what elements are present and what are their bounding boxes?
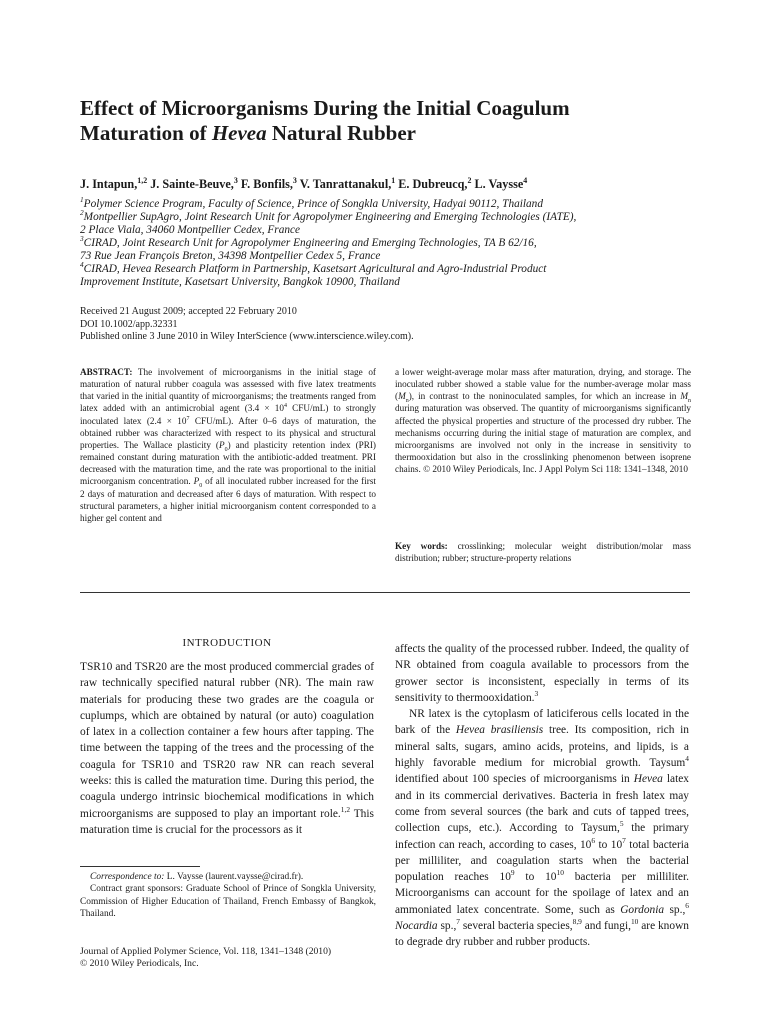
body-text: tree. Its composition, rich in mineral salts, sugars, amino acids, proteins, and lipids, is a highly favorable medium for microbial growth. Taysum [395, 724, 690, 770]
affiliations [80, 195, 720, 289]
body-text: NR latex is the cytoplasm of laticiferous cells located in the bark of the [395, 708, 689, 737]
doi: DOI 10.1002/app.32331 [80, 318, 178, 330]
body-text: sp., [437, 920, 457, 933]
affil-text: 73 Rue Jean François Breton, 34398 Montpellier Cedex 5, France [80, 250, 381, 262]
affiliation-line [80, 224, 720, 237]
body-text: latex and in its commercial derivatives. Bacteria in fresh latex may come from several sources (the bark and cuts of tapped trees, collection cups, etc.). According to Taysum, [395, 773, 690, 835]
author-list [80, 177, 720, 192]
affil-text: Improvement Institute, Kasetsart University, Bangkok 10900, Thailand [80, 276, 400, 288]
body-text: This maturation time is crucial for the processors as it [80, 807, 374, 836]
received-date: Received 21 August 2009; accepted 22 February 2010 [80, 306, 297, 317]
abstract-sup: 7 [186, 415, 190, 422]
species-name: Nocardia [395, 920, 438, 933]
abstract-right [395, 366, 691, 475]
abstract-text: a lower weight-average molar mass after maturation, drying, and storage. The inoculated rubber showed a stable value for the number-average molar mass ( [395, 367, 691, 402]
species-name: Hevea [633, 773, 663, 786]
body-text: are known to degrade dry rubber and rubber products. [395, 920, 689, 949]
title-line1: Effect of Microorganisms During the Initial Coagulum [80, 96, 570, 120]
affil-num: 2 [80, 208, 84, 218]
body-text: total bacteria per milliliter, and coagulation starts when the bacterial population reaches 10 [395, 838, 689, 884]
body-text: the primary infection can reach, according to cases, 10 [395, 822, 689, 851]
title-line2b: Natural Rubber [266, 121, 416, 145]
affil-num: 1 [80, 195, 84, 205]
abstract-symbol: P [193, 476, 200, 487]
body-text: TSR10 and TSR20 are the most produced commercial grades of raw technically specified natural rubber (NR). The main raw materials for producing these two grades are the coagula or cuplumps, which are obtained by natural (or auto) coagulation of latex in a collection container a few hours after tapping. The time between the tapping of the trees and the processing of the coagula for TSR10 and TSR20 raw NR can reach several weeks: this is called the maturation time. During this period, the coagula undergo intrinsic biochemical modifications in which microorganisms are supposed to play an important role. [80, 661, 374, 820]
correspondence [80, 871, 376, 883]
footnote-divider [80, 866, 200, 867]
abstract-text: ) and plasticity retention index (PRI) remained constant during maturation with the antibiotic-added treatment. PRI decreased with the maturation time, and the rate was proportional to the initial microorganism concentration. [80, 439, 376, 487]
citation: 4 [685, 754, 689, 764]
abstract-sub: 0 [224, 446, 228, 453]
abstract-text: of all inoculated rubber increased for the first 2 days of maturation and decreased after 6 days of maturation. With respect to structural parameters, a higher initial microorganism content corresponded to a higher gel content and [80, 476, 376, 523]
journal-copyright: © 2010 Wiley Periodicals, Inc. [80, 958, 199, 970]
affiliation-line [80, 195, 720, 211]
abstract-sup: 4 [283, 403, 287, 410]
abstract-text: CFU/mL). After 0–6 days of maturation, the obtained rubber was characterized with respect to its physical and structural properties. The Wallace plasticity ( [80, 415, 376, 450]
correspondence-email: L. Vaysse (laurent.vaysse@cirad.fr). [164, 872, 304, 882]
intro-paragraph [395, 706, 689, 950]
abstract-sub: n [405, 398, 409, 405]
citation: 6 [685, 900, 689, 910]
affil-text: Polymer Science Program, Faculty of Science, Prince of Songkla University, Hadyai 90112, Thailand [83, 198, 543, 210]
abstract-symbol: M [398, 391, 406, 402]
exponent: 9 [510, 868, 515, 878]
affil-text: CIRAD, Hevea Research Platform in Partnership, Kasetsart Agricultural and Agro-Industrial Product [83, 263, 547, 275]
citation: 8,9 [572, 917, 582, 927]
abstract-text: during maturation was observed. The quantity of microorganisms significantly affected the physical properties and structure of the processed dry rubber. The mechanisms occurring during the initial stage of maturation are complex, and microorganisms are involved not only in the increase in sensitivity to thermooxidation but also in the crosslinking phenomenon between isoprene chains. [395, 403, 691, 475]
affiliation-line [80, 208, 720, 224]
author-5: E. Dubreucq, [398, 177, 468, 191]
author-3-affil: 3 [292, 175, 297, 185]
abstract-text: CFU/mL) to strongly inoculated latex (2.4 × 10 [80, 403, 376, 426]
exponent: 7 [622, 835, 626, 845]
publication-dates [80, 306, 720, 344]
abstract-left [80, 366, 376, 524]
body-text: and fungi, [581, 920, 631, 933]
author-6: L. Vaysse [474, 177, 524, 191]
intro-column-left [80, 659, 374, 838]
title-line2-italic: Hevea [211, 121, 267, 145]
body-text: bacteria per milliliter. Microorganisms can account for the spoilage of latex and an ammoniated latex concentrate. Some, such as [395, 871, 689, 916]
author-1: J. Intapun, [80, 177, 138, 191]
affil-text: CIRAD, Joint Research Unit for Agropolymer Engineering and Emerging Technologies, TA B 62/16, [83, 237, 537, 249]
author-1-affil: 1,2 [137, 175, 148, 185]
abstract-label: ABSTRACT: [80, 367, 133, 377]
keywords [395, 540, 691, 564]
affiliation-line [80, 260, 720, 276]
body-text: sp., [664, 903, 686, 916]
species-name: Gordonia [620, 903, 665, 916]
citation: 10 [630, 917, 639, 927]
abstract-symbol: P [219, 439, 225, 450]
exponent: 10 [556, 868, 564, 878]
body-text: to 10 [595, 838, 623, 851]
affil-text: 2 Place Viala, 34060 Montpellier Cedex, France [80, 224, 301, 236]
body-text: several bacteria species, [460, 920, 573, 933]
citation: 5 [619, 819, 624, 829]
abstract-text: ), in contrast to the noninoculated samples, for which an increase in [408, 391, 681, 402]
citation: 1,2 [340, 804, 351, 814]
abstract-sub: 0 [199, 483, 203, 490]
affil-num: 4 [80, 260, 84, 270]
journal-citation [80, 946, 380, 971]
author-6-affil: 4 [523, 175, 528, 185]
citation: 7 [456, 917, 460, 927]
intro-column-right [395, 641, 689, 951]
affiliation-line [80, 234, 720, 250]
grant-sponsors: Contract grant sponsors: Graduate School of Prince of Songkla University, Commission of Higher Education of Thailand, French Embassy of Bangkok, Thailand. [80, 884, 376, 920]
abstract-sub: n [688, 398, 691, 405]
abstract-text: The involvement of microorganisms in the initial stage of maturation of natural rubber coagula was assessed with five latex treatments that varied in the initial quantity of microorganisms; the treatments ranged from latex added with an antimicrobial agent (3.4 × 10 [80, 367, 376, 414]
abstract-symbol: M [680, 391, 689, 402]
author-2: J. Sainte-Beuve, [150, 177, 234, 191]
correspondence-label: Correspondence to: [90, 872, 165, 882]
author-2-affil: 3 [233, 175, 238, 185]
intro-paragraph [395, 641, 689, 706]
body-text: to 10 [514, 871, 557, 884]
species-name: Hevea brasiliensis [455, 724, 544, 737]
title-line2a: Maturation of [80, 121, 212, 145]
author-3: F. Bonfils, [240, 177, 293, 191]
affiliation-line [80, 276, 720, 289]
paper-title [80, 96, 700, 146]
section-divider [80, 592, 690, 593]
author-4-affil: 1 [391, 175, 396, 185]
published-online: Published online 3 June 2010 in Wiley InterScience (www.interscience.wiley.com). [80, 331, 414, 342]
section-heading-introduction: INTRODUCTION [182, 637, 272, 649]
journal-name: Journal of Applied Polymer Science, Vol. 118, 1341–1348 (2010) [80, 946, 332, 957]
body-text: identified about 100 species of microorganisms in [395, 773, 634, 786]
author-5-affil: 2 [467, 175, 472, 185]
affiliation-line [80, 250, 720, 263]
intro-paragraph [80, 659, 374, 838]
footnote [80, 871, 376, 921]
affil-text: Montpellier SupAgro, Joint Research Unit for Agropolymer Engineering and Emerging Technologies (IATE), [83, 211, 577, 223]
author-4: V. Tanrattanakul, [299, 177, 392, 191]
exponent: 6 [591, 835, 596, 845]
body-text: affects the quality of the processed rubber. Indeed, the quality of NR obtained from coagula available to processors from the grower sector is inconsistent, especially in terms of its sensitivity to thermooxidation. [395, 643, 689, 704]
affil-num: 3 [80, 234, 84, 244]
keywords-text: crosslinking; molecular weight distribution/molar mass distribution; rubber; structure-property relations [395, 541, 691, 564]
citation: 3 [534, 689, 539, 699]
abstract-copyright: © 2010 Wiley Periodicals, Inc. J Appl Polym Sci 118: 1341–1348, 2010 [423, 464, 688, 475]
keywords-label: Key words: [395, 541, 448, 551]
